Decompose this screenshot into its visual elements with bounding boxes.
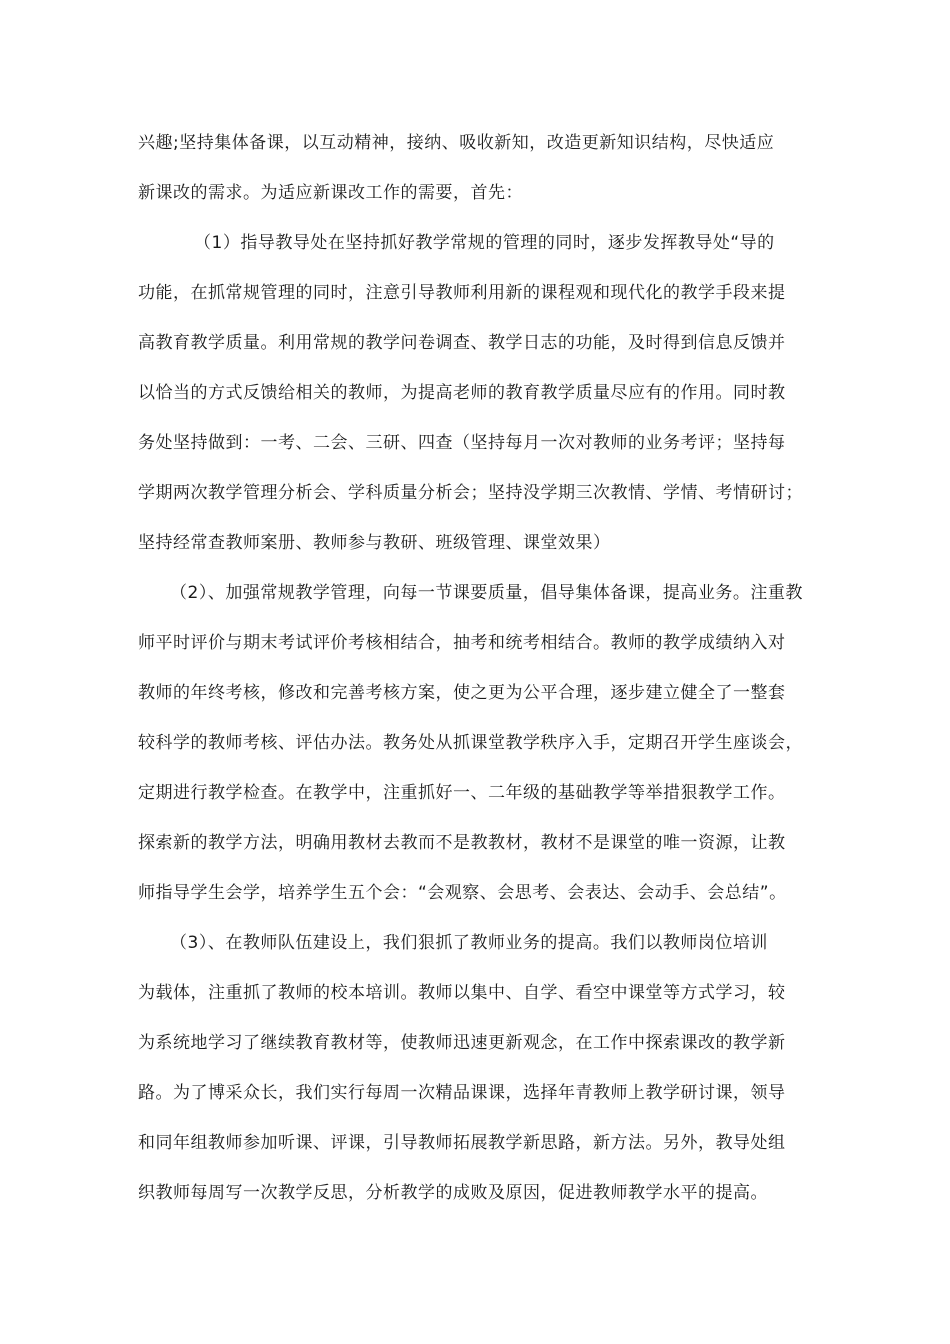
text-line: 功能，在抓常规管理的同时，注意引导教师利用新的课程观和现代化的教学手段来提 — [138, 283, 786, 303]
text-line: 以恰当的方式反馈给相关的教师，为提高老师的教育教学质量尽应有的作用。同时教 — [138, 383, 786, 403]
text-line: 师平时评价与期末考试评价考核相结合，抽考和统考相结合。教师的教学成绩纳入对 — [138, 633, 786, 653]
text-line: 定期进行教学检查。在教学中，注重抓好一、二年级的基础教学等举措狠教学工作。 — [138, 783, 786, 803]
text-line: 兴趣;坚持集体备课，以互动精神，接纳、吸收新知，改造更新知识结构，尽快适应 — [138, 133, 775, 153]
text-line: （3）、在教师队伍建设上，我们狠抓了教师业务的提高。我们以教师岗位培训 — [170, 933, 768, 953]
text-line: 路。为了博采众长，我们实行每周一次精品课课，选择年青教师上教学研讨课，领导 — [138, 1083, 786, 1103]
text-line: 新课改的需求。为适应新课改工作的需要，首先： — [138, 183, 523, 203]
text-line: 为载体，注重抓了教师的校本培训。教师以集中、自学、看空中课堂等方式学习，较 — [138, 983, 786, 1003]
text-line: （1）指导教导处在坚持抓好教学常规的管理的同时，逐步发挥教导处“导的 — [194, 233, 775, 253]
text-line: 和同年组教师参加听课、评课，引导教师拓展教学新思路，新方法。另外，教导处组 — [138, 1133, 786, 1153]
text-line: 坚持经常查教师案册、教师参与教研、班级管理、课堂效果） — [138, 533, 611, 553]
text-line: 织教师每周写一次教学反思，分析教学的成败及原因，促进教师教学水平的提高。 — [138, 1183, 768, 1203]
text-line: 为系统地学习了继续教育教材等，使教师迅速更新观念，在工作中探索课改的教学新 — [138, 1033, 786, 1053]
text-line: 务处坚持做到：一考、二会、三研、四查（坚持每月一次对教师的业务考评；坚持每 — [138, 433, 786, 453]
text-line: 较科学的教师考核、评估办法。教务处从抓课堂教学秩序入手，定期召开学生座谈会， — [138, 733, 803, 753]
text-line: 高教育教学质量。利用常规的教学问卷调查、教学日志的功能，及时得到信息反馈并 — [138, 333, 786, 353]
text-line: （2）、加强常规教学管理，向每一节课要质量，倡导集体备课，提高业务。注重教 — [170, 583, 803, 603]
text-line: 教师的年终考核，修改和完善考核方案，使之更为公平合理，逐步建立健全了一整套 — [138, 683, 786, 703]
text-line: 探索新的教学方法，明确用教材去教而不是教教材，教材不是课堂的唯一资源，让教 — [138, 833, 786, 853]
text-line: 学期两次教学管理分析会、学科质量分析会；坚持没学期三次教情、学情、考情研讨； — [138, 483, 803, 503]
text-line: 师指导学生会学，培养学生五个会：“会观察、会思考、会表达、会动手、会总结”。 — [138, 883, 787, 903]
